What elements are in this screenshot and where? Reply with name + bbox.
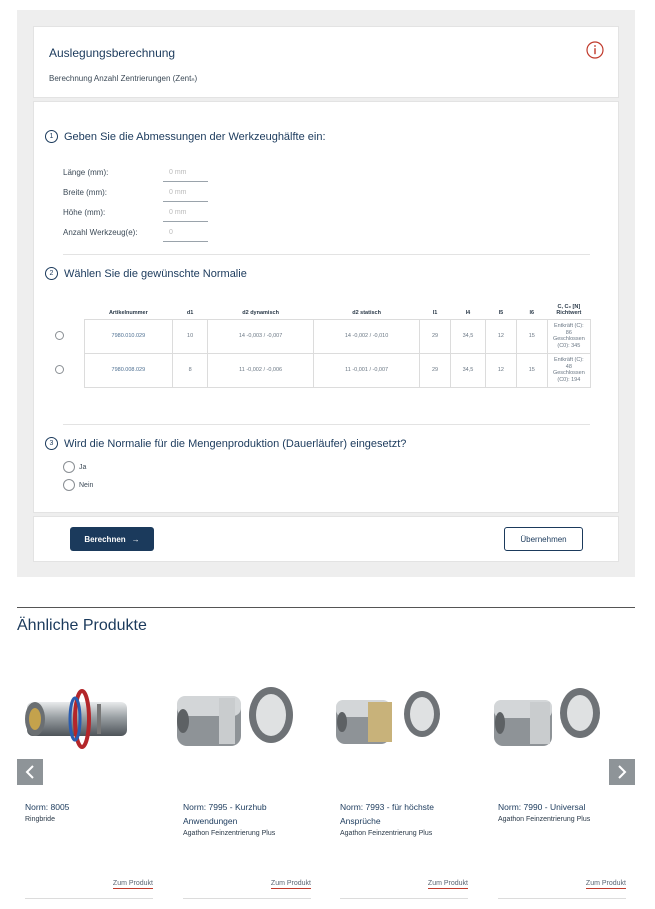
step-number: 2	[45, 267, 58, 280]
ringbride-icon	[17, 670, 157, 770]
product-card[interactable]	[17, 670, 157, 900]
divider	[63, 254, 590, 255]
table-cell	[547, 319, 590, 353]
load-line: Geschlossen	[552, 370, 585, 376]
product-divider	[340, 898, 468, 899]
height-label: Höhe (mm):	[63, 208, 106, 217]
calculator-footer	[33, 516, 619, 562]
table-cell: 11 -0,001 / -0,007	[314, 353, 420, 387]
chevron-right-icon	[616, 765, 628, 779]
column-header: d1	[186, 309, 194, 316]
option-ja[interactable]	[63, 461, 86, 473]
step-title: Wählen Sie die gewünschte Normalie	[64, 267, 247, 280]
column-header: Artikelnummer	[108, 309, 148, 316]
step-number: 1	[45, 130, 58, 143]
product-norm[interactable]: Norm: 7995 - Kurzhub Anwendungen	[183, 802, 267, 826]
load-line: Entkräft (C):	[554, 323, 584, 329]
load-line: Geschlossen	[552, 336, 585, 342]
load-header-line: C, C₀ [N]	[557, 303, 581, 310]
width-label: Breite (mm):	[63, 188, 107, 197]
table-cell: 14 -0,003 / -0,007	[208, 319, 314, 353]
radio-button[interactable]	[55, 331, 64, 340]
calculator-subtitle: Berechnung Anzahl Zentrierungen (Zentₙ)	[49, 74, 198, 83]
row-select[interactable]	[45, 319, 84, 353]
tool-count-input[interactable]	[163, 224, 208, 242]
calculator-panel	[17, 10, 635, 577]
table-cell: 34,5	[450, 353, 485, 387]
product-card[interactable]	[175, 670, 315, 900]
table-cell: 8	[173, 353, 208, 387]
radio-button[interactable]	[63, 479, 75, 491]
height-row	[63, 204, 223, 224]
column-header: l6	[529, 309, 535, 316]
row-select[interactable]	[45, 353, 84, 387]
table-cell[interactable]: 7980.008.029	[84, 353, 173, 387]
height-input[interactable]	[163, 204, 208, 222]
load-line: (C0): 194	[557, 376, 581, 383]
load-line: Entkräft (C):	[554, 357, 584, 363]
product-link[interactable]: Zum Produkt	[427, 880, 468, 887]
table-cell: 29	[420, 353, 451, 387]
tool-count-label: Anzahl Werkzeug(e):	[63, 228, 138, 237]
option-label: Nein	[79, 481, 94, 489]
calculator-header	[33, 26, 619, 98]
apply-button[interactable]: Übernehmen	[504, 527, 583, 551]
option-label: Ja	[79, 463, 87, 471]
product-norm[interactable]: Norm: 7993 - für höchste Ansprüche	[340, 802, 435, 826]
product-subtitle: Agathon Feinzentrierung Plus	[340, 830, 433, 837]
table-cell: 12	[485, 319, 516, 353]
column-header: d2 statisch	[352, 309, 381, 316]
column-header: d2 dynamisch	[242, 309, 279, 316]
product-card[interactable]	[332, 670, 472, 900]
step-1-heading	[45, 130, 326, 143]
length-input[interactable]	[163, 164, 208, 182]
load-line: (C0): 345	[557, 342, 581, 349]
bearing-icon	[175, 670, 315, 770]
column-header: l4	[465, 309, 471, 316]
product-subtitle: Agathon Feinzentrierung Plus	[498, 816, 591, 823]
step-2-heading	[45, 267, 247, 280]
length-row	[63, 164, 223, 184]
product-subtitle: Ringbride	[25, 816, 55, 823]
product-link[interactable]: Zum Produkt	[112, 880, 153, 887]
product-norm[interactable]: Norm: 7990 - Universal	[498, 802, 586, 812]
product-divider	[498, 898, 626, 899]
chevron-left-icon	[24, 765, 36, 779]
table-cell: 10	[173, 319, 208, 353]
product-divider	[183, 898, 311, 899]
step-3-heading	[45, 437, 406, 450]
length-label: Länge (mm):	[63, 168, 109, 177]
normalie-table	[45, 299, 591, 388]
table-header-row	[45, 299, 591, 319]
column-header	[547, 299, 590, 319]
step-number: 3	[45, 437, 58, 450]
select-header	[45, 299, 84, 319]
radio-button[interactable]	[55, 365, 64, 374]
table-cell	[547, 353, 590, 387]
product-link[interactable]: Zum Produkt	[270, 880, 311, 887]
table-cell: 34,5	[450, 319, 485, 353]
table-cell: 11 -0,002 / -0,006	[208, 353, 314, 387]
option-nein[interactable]	[63, 479, 93, 491]
width-row	[63, 184, 223, 204]
section-divider	[17, 607, 635, 608]
width-input[interactable]	[163, 184, 208, 202]
bearing-icon	[490, 670, 630, 770]
radio-button[interactable]	[63, 461, 75, 473]
load-line: 48	[565, 363, 572, 370]
step-title: Geben Sie die Abmessungen der Werkzeughälfte ein:	[64, 130, 326, 143]
product-subtitle: Agathon Feinzentrierung Plus	[183, 830, 276, 837]
column-header: l1	[432, 309, 438, 316]
product-card[interactable]	[490, 670, 630, 900]
product-divider	[25, 898, 153, 899]
table-cell: 12	[485, 353, 516, 387]
load-line: 86	[565, 329, 572, 336]
product-norm[interactable]: Norm: 8005	[25, 802, 70, 812]
arrow-right-icon: →	[131, 534, 140, 544]
similar-products-title: Ähnliche Produkte	[17, 617, 147, 634]
step-title: Wird die Normalie für die Mengenproduktion (Dauerläufer) eingesetzt?	[64, 437, 407, 450]
table-cell: 29	[420, 319, 451, 353]
tool-count-row	[63, 224, 223, 244]
carousel-prev-button[interactable]	[17, 759, 43, 785]
calculate-button[interactable]	[70, 527, 154, 551]
table-cell[interactable]: 7980.010.029	[84, 319, 173, 353]
product-link[interactable]: Zum Produkt	[585, 880, 626, 887]
column-header: l5	[498, 309, 504, 316]
bearing-icon	[332, 670, 472, 770]
load-header-line: Richtwert	[556, 309, 582, 316]
calculator-body	[33, 101, 619, 513]
info-icon[interactable]	[586, 41, 604, 59]
table-cell: 15	[516, 353, 547, 387]
table-cell: 15	[516, 319, 547, 353]
table-cell: 14 -0,002 / -0,010	[314, 319, 420, 353]
calculate-label: Berechnen	[84, 534, 126, 544]
divider	[63, 424, 590, 425]
calculator-title: Auslegungsberechnung	[49, 46, 176, 60]
carousel-next-button[interactable]	[609, 759, 635, 785]
table-row[interactable]	[45, 353, 591, 387]
table-row[interactable]	[45, 319, 591, 353]
